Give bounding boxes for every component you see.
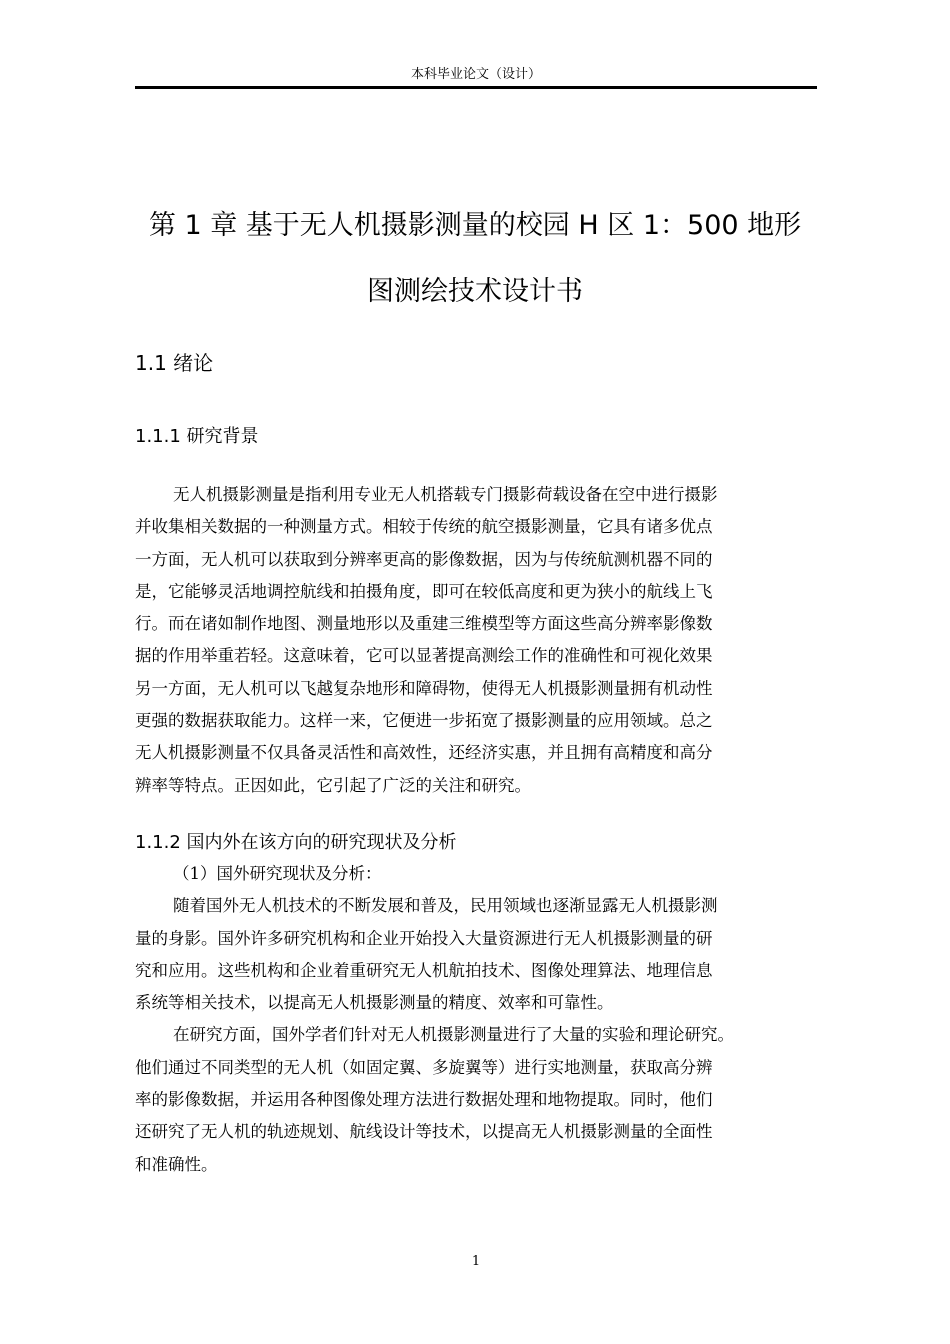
running-header: 本科毕业论文（设计）	[410, 67, 541, 82]
paragraph-line: 另一方面，无人机可以飞越复杂地形和障碍物，使得无人机摄影测量拥有机动性	[135, 678, 713, 698]
paragraph-line: 无人机摄影测量是指利用专业无人机搭载专门摄影荷载设备在空中进行摄影	[173, 485, 718, 504]
paragraph-line: 并收集相关数据的一种测量方式。相较于传统的航空摄影测量，它具有诸多优点	[135, 517, 713, 537]
paragraph-line: 行。而在诸如制作地图、测量地形以及重建三维模型等方面这些高分辨率影像数	[135, 614, 713, 634]
paragraph-line: 还研究了无人机的轨迹规划、航线设计等技术，以提高无人机摄影测量的全面性	[135, 1122, 713, 1142]
header-rule	[135, 86, 817, 89]
paragraph-line: 辨率等特点。正因如此，它引起了广泛的关注和研究。	[135, 775, 531, 795]
paragraph-line: 在研究方面，国外学者们针对无人机摄影测量进行了大量的实验和理论研究。	[173, 1025, 734, 1045]
section-heading-1-1: 1.1 绪论	[135, 351, 214, 375]
chapter-title-line-2: 图测绘技术设计书	[367, 276, 583, 307]
paragraph-line: 和准确性。	[135, 1154, 218, 1174]
paragraph-line: 一方面，无人机可以获取到分辨率更高的影像数据，因为与传统航测机器不同的	[135, 549, 713, 569]
paragraph-line: 量的身影。国外许多研究机构和企业开始投入大量资源进行无人机摄影测量的研	[135, 928, 713, 948]
paragraph-line: 率的影像数据，并运用各种图像处理方法进行数据处理和地物提取。同时，他们	[135, 1090, 713, 1110]
paragraph-line: 究和应用。这些机构和企业着重研究无人机航拍技术、图像处理算法、地理信息	[135, 960, 713, 980]
paragraph-line: 更强的数据获取能力。这样一来，它便进一步拓宽了摄影测量的应用领域。总之	[135, 711, 713, 731]
paragraph-line: 据的作用举重若轻。这意味着，它可以显著提高测绘工作的准确性和可视化效果	[135, 646, 713, 666]
research-background-paragraph	[135, 479, 817, 802]
paragraph-line: 无人机摄影测量不仅具备灵活性和高效性，还经济实惠，并且拥有高精度和高分	[135, 743, 713, 763]
paragraph-line: 他们通过不同类型的无人机（如固定翼、多旋翼等）进行实地测量，获取高分辨	[135, 1057, 713, 1077]
paragraph-line: 随着国外无人机技术的不断发展和普及，民用领域也逐渐显露无人机摄影测	[173, 896, 718, 916]
subsection-label: （1）国外研究现状及分析：	[173, 864, 382, 883]
page-number: 1	[471, 1254, 481, 1269]
research-status-paragraphs	[135, 858, 817, 1181]
section-heading-1-1-2: 1.1.2 国内外在该方向的研究现状及分析	[135, 832, 457, 853]
section-heading-1-1-1: 1.1.1 研究背景	[135, 426, 259, 447]
paragraph-line: 系统等相关技术，以提高无人机摄影测量的精度、效率和可靠性。	[135, 993, 614, 1013]
chapter-title-line-1: 第 1 章 基于无人机摄影测量的校园 H 区 1：500 地形	[148, 210, 802, 241]
paragraph-line: 是，它能够灵活地调控航线和拍摄角度，即可在较低高度和更为狭小的航线上飞	[135, 581, 713, 601]
